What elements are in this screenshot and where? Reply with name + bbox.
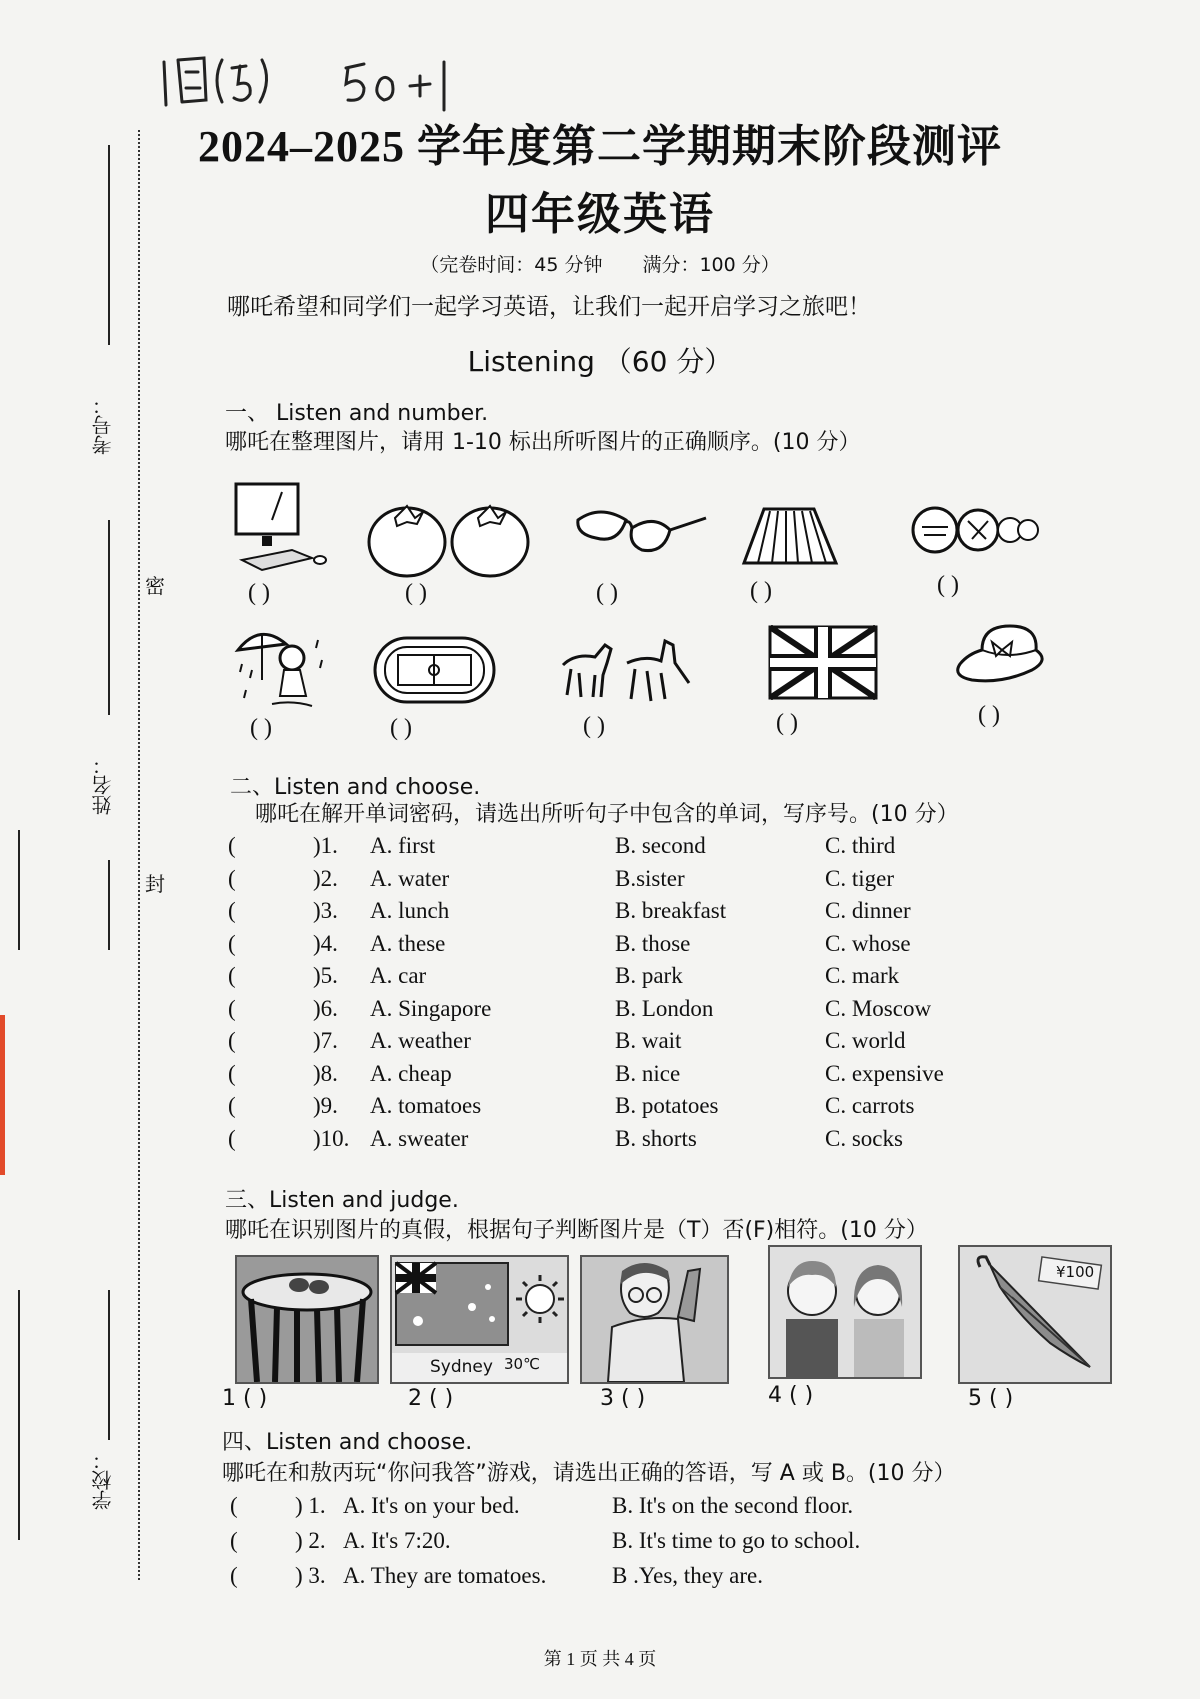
s2-open-paren[interactable]: ( [228,1093,236,1118]
s1-answer-4[interactable]: ( ) [750,578,772,604]
listening-heading: Listening （60 分） [467,345,733,378]
s3-answer-5[interactable]: 5 ( ) [968,1386,1014,1411]
s2-question-row [0,960,1200,992]
s2-question-number: )3. [313,898,338,923]
exam-subtitle: 四年级英语 [485,190,715,239]
s2-option-a: A. tomatoes [370,1093,482,1118]
s2-option-a: A. these [370,930,446,956]
s2-question-row [0,1058,1200,1090]
s2-option-a: A. weather [370,1028,471,1053]
photo-price-label: ¥100 [1056,1263,1095,1281]
s2-question-row [0,1090,1200,1122]
s2-option-c: C. whose [825,930,911,956]
section2-heading: 二、Listen and choose. [230,775,481,800]
exam-info [0,250,1200,277]
s2-option-a: A. Singapore [370,995,492,1021]
page-footer: 第 1 页 共 4 页 [543,1649,657,1669]
exam-time: （完卷时间：45 分钟 [420,254,603,276]
s2-option-b: B.sister [615,865,685,891]
section1-heading: 一、 Listen and number. [225,401,489,426]
s3-answer-3[interactable]: 3 ( ) [600,1386,646,1411]
section3-desc: 哪吒在识别图片的真假，根据句子判断图片是（T）否(F)相符。(10 分） [225,1218,928,1243]
s2-option-b: B. potatoes [615,1093,719,1118]
s1-answer-9[interactable]: ( ) [776,710,798,736]
section2-desc: 哪吒在解开单词密码，请选出所听句子中包含的单词，写序号。(10 分） [255,802,959,827]
section3-heading: 三、Listen and judge. [225,1188,459,1213]
s2-open-paren[interactable]: ( [228,1060,236,1086]
exam-no-line [108,145,110,345]
s2-option-c: C. world [825,1028,906,1053]
s2-option-c: C. expensive [825,1060,944,1086]
s2-question-number: )2. [313,865,338,891]
s4-option-a: A. They are tomatoes. [343,1563,547,1588]
s4-question-number: ) 3. [295,1563,326,1588]
s2-option-a: A. cheap [370,1060,452,1086]
skirt-icon [740,505,840,570]
tomatoes-icon [365,500,535,580]
photo-boy [580,1255,729,1384]
stadium-icon [372,635,497,705]
photo-city-label: Sydney [430,1357,493,1377]
s2-question-row [0,928,1200,960]
s2-option-b: B. wait [615,1028,682,1053]
seal-feng-label: 封 [145,872,165,896]
name-line [108,520,110,715]
s2-option-a: A. water [370,865,450,891]
uk-flag-icon [768,625,878,700]
s4-question-number: ) 2. [295,1528,326,1553]
full-score: 满分：100 分） [642,254,780,276]
food-plates-icon [910,505,1040,555]
s4-question-row [0,1525,1200,1557]
s2-option-a: A. car [370,963,427,988]
s2-open-paren[interactable]: ( [228,1028,236,1053]
photo-kids [768,1245,922,1379]
s2-option-c: C. third [825,833,896,858]
s4-option-a: A. It's 7:20. [343,1528,451,1553]
s2-question-row [0,1025,1200,1057]
section4-heading: 四、Listen and choose. [222,1430,473,1455]
s2-option-b: B. breakfast [615,898,727,923]
s1-answer-6[interactable]: ( ) [250,715,272,741]
s1-answer-3[interactable]: ( ) [596,580,618,606]
s2-open-paren[interactable]: ( [228,898,236,923]
s1-answer-5[interactable]: ( ) [937,572,959,598]
s1-answer-8[interactable]: ( ) [583,713,605,739]
s2-question-number: )1. [313,833,338,858]
s2-option-c: C. carrots [825,1093,915,1118]
s2-open-paren[interactable]: ( [228,995,236,1021]
photo-umbrella [958,1245,1112,1384]
section4-desc: 哪吒在和敖丙玩“你问我答”游戏，请选出正确的答语，写 A 或 B。(10 分） [222,1461,956,1486]
school-label: 学校： [91,1450,115,1510]
s4-option-b: B. It's time to go to school. [612,1528,861,1553]
school-line [108,1290,110,1440]
name-label: 姓名： [91,755,115,815]
glasses-icon [570,500,710,570]
s2-open-paren[interactable]: ( [228,865,236,891]
s4-question-row [0,1560,1200,1592]
s2-open-paren[interactable]: ( [228,963,236,988]
s2-option-c: C. mark [825,963,900,988]
s2-question-row [0,1123,1200,1155]
s2-open-paren[interactable]: ( [228,833,236,858]
section1-desc: 哪吒在整理图片，请用 1-10 标出所听图片的正确顺序。(10 分） [225,430,861,455]
s4-open-paren[interactable]: ( [230,1528,238,1553]
hat-icon [952,620,1052,695]
s3-answer-4[interactable]: 4 ( ) [768,1383,814,1408]
s2-question-number: )9. [313,1093,338,1118]
s2-question-number: )5. [313,963,338,988]
s2-question-number: )6. [313,995,338,1021]
s4-question-row [0,1490,1200,1522]
s2-option-c: C. dinner [825,898,911,923]
photo-table [235,1255,379,1384]
s2-question-row [0,863,1200,895]
horses-icon [555,635,695,705]
s2-option-b: B. shorts [615,1125,697,1151]
seal-mi-label: 密 [145,574,165,598]
s2-question-number: )10. [313,1125,350,1151]
s2-option-b: B. London [615,995,714,1021]
s2-open-paren[interactable]: ( [228,930,236,956]
exam-no-label: 考号： [91,395,115,455]
s3-answer-1[interactable]: 1 ( ) [222,1386,268,1411]
s4-question-number: ) 1. [295,1493,326,1518]
s2-option-b: B. those [615,930,691,956]
photo-temp-label: 30℃ [504,1355,540,1373]
s1-answer-10[interactable]: ( ) [978,702,1000,728]
s1-answer-7[interactable]: ( ) [390,715,412,741]
rainy-girl-icon [232,620,332,710]
s1-answer-2[interactable]: ( ) [405,580,427,606]
s2-option-a: A. sweater [370,1125,469,1151]
s2-option-b: B. park [615,963,683,988]
s2-option-a: A. first [370,833,436,858]
photo-sydney-weather [390,1255,569,1384]
computer-icon [232,480,332,575]
s2-question-row [0,895,1200,927]
s2-option-c: C. Moscow [825,995,932,1021]
s2-option-b: B. nice [615,1060,681,1086]
s3-answer-2[interactable]: 2 ( ) [408,1386,454,1411]
s2-question-number: )4. [313,930,338,956]
s2-option-b: B. second [615,833,706,858]
s2-open-paren[interactable]: ( [228,1125,236,1151]
exam-title: 2024–2025 学年度第二学期期末阶段测评 [198,122,1002,171]
s4-open-paren[interactable]: ( [230,1563,238,1588]
s2-option-a: A. lunch [370,898,450,923]
intro-text: 哪吒希望和同学们一起学习英语，让我们一起开启学习之旅吧！ [227,294,871,320]
s2-option-c: C. tiger [825,865,894,891]
s4-open-paren[interactable]: ( [230,1493,238,1518]
s1-answer-1[interactable]: ( ) [248,580,270,606]
s2-option-c: C. socks [825,1125,903,1151]
s2-question-row [0,830,1200,862]
s2-question-number: )7. [313,1028,338,1053]
s4-option-b: B .Yes, they are. [612,1563,763,1588]
s4-option-a: A. It's on your bed. [343,1493,520,1518]
s4-option-b: B. It's on the second floor. [612,1493,854,1518]
s2-question-row [0,993,1200,1025]
s2-question-number: )8. [313,1060,338,1086]
